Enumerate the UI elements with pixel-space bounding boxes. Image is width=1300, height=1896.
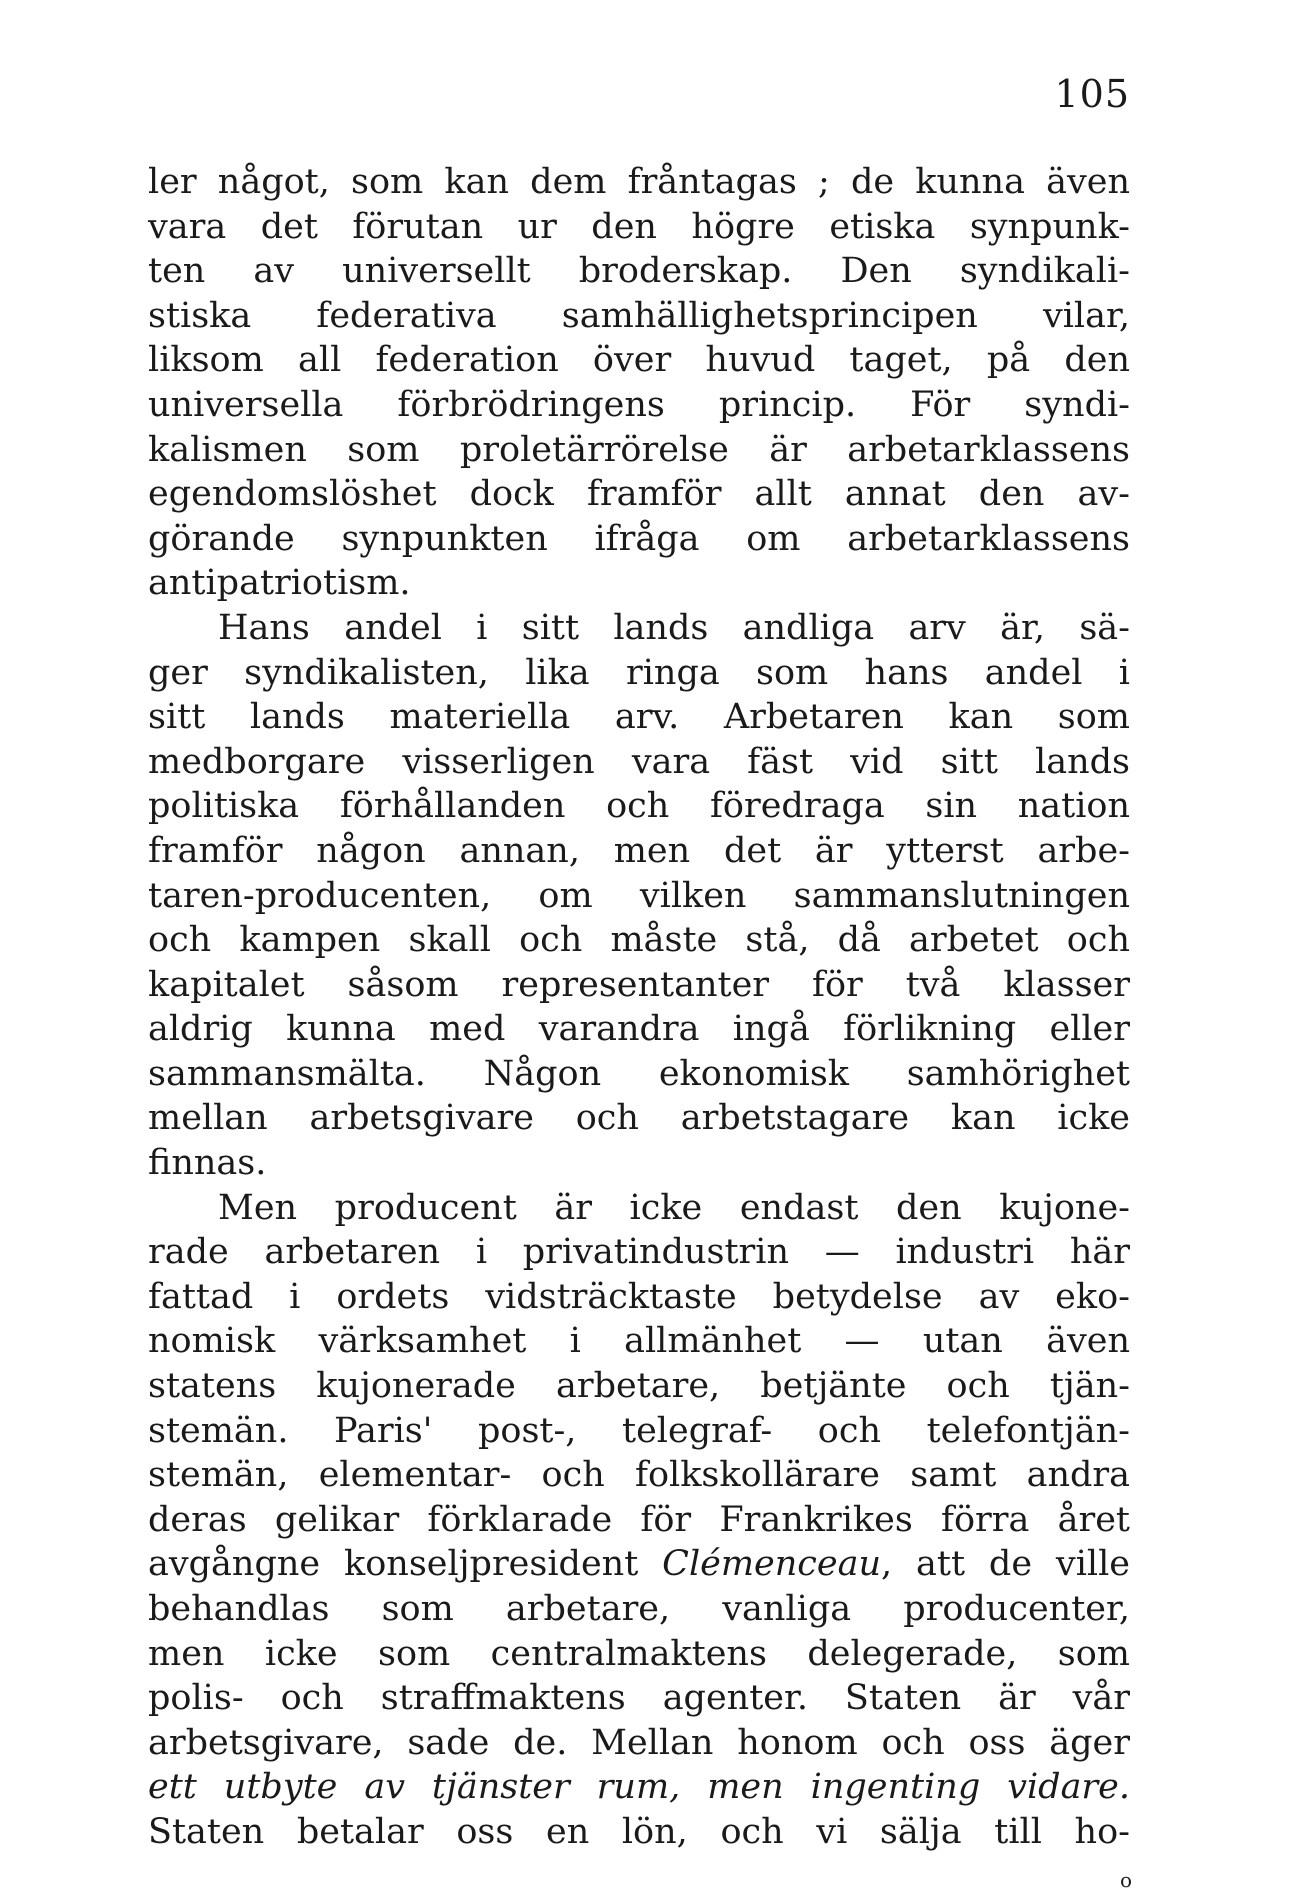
text-line: fattad i ordets vidsträcktaste betydelse av eko- (148, 1276, 1130, 1317)
text-segment: , att de ville (881, 1544, 1131, 1585)
text-line: aldrig kunna med varandra ingå förlikning eller (148, 1009, 1130, 1050)
text-line: framför någon annan, men det är ytterst arbe- (148, 830, 1130, 871)
text-line: men icke som centralmaktens delegerade, som (148, 1633, 1130, 1674)
text-line: behandlas som arbetare, vanliga producenter, (148, 1589, 1130, 1629)
page-number: 105 (1054, 72, 1130, 116)
text-line: taren-producenten, om vilken sammanslutningen (148, 875, 1130, 916)
text-line: liksom all federation över huvud taget, på den (148, 340, 1130, 381)
paragraph-p3 (148, 1186, 1130, 1855)
text-segment: avgångne konseljpresident (148, 1544, 663, 1585)
text-line (148, 1765, 1130, 1810)
text-line: sammansmälta. Någon ekonomisk samhörighet (148, 1053, 1130, 1094)
text-line: statens kujonerade arbetare, betjänte och tjän- (148, 1366, 1130, 1407)
italic-segment: Clémenceau (662, 1544, 882, 1585)
footer-mark: o (1119, 1868, 1132, 1892)
text-line: sitt lands materiella arv. Arbetaren kan som (148, 697, 1130, 738)
text-line: Hans andel i sitt lands andliga arv är, sä- (218, 607, 1130, 648)
italic-segment: ett utbyte av tjänster rum, men ingenting vidare. (148, 1767, 1130, 1808)
text-line: kalismen som proletärrörelse är arbetarklassens (148, 429, 1130, 470)
text-line: ger syndikalisten, lika ringa som hans andel i (148, 652, 1130, 693)
text-line: stemän, elementar- och folkskollärare samt andra (148, 1455, 1130, 1496)
text-line: stemän. Paris' post-, telegraf- och telefontjän- (148, 1410, 1130, 1451)
text-line: nomisk värksamhet i allmänhet — utan även (148, 1321, 1130, 1362)
text-line: medborgare visserligen vara fäst vid sitt lands (148, 741, 1130, 782)
text-line: och kampen skall och måste stå, då arbetet och (148, 920, 1130, 961)
text-line: stiska federativa samhällighetsprincipen vilar, (148, 295, 1130, 336)
text-line: antipatriotism. (148, 563, 411, 604)
paragraph-p2 (148, 606, 1130, 1186)
text-line: rade arbetaren i privatindustrin — industri här (148, 1232, 1130, 1273)
text-line: Men producent är icke endast den kujone- (218, 1187, 1130, 1228)
text-line: ler något, som kan dem fråntagas ; de kunna även (148, 162, 1130, 202)
text-line: arbetsgivare, sade de. Mellan honom och oss äger (148, 1722, 1130, 1763)
text-line: vara det förutan ur den högre etiska synpunk- (148, 206, 1130, 247)
text-line: ten av universellt broderskap. Den syndikali- (148, 251, 1130, 292)
text-line: deras gelikar förklarade för Frankrikes förra året (148, 1499, 1130, 1540)
paragraph-p1 (148, 160, 1130, 606)
text-line: görande synpunkten ifråga om arbetarklassens (148, 518, 1130, 559)
text-line: politiska förhållanden och föredraga sin nation (148, 786, 1130, 827)
text-line: universella förbrödringens princip. För syndi- (148, 384, 1130, 425)
text-line: Staten betalar oss en lön, och vi sälja till ho- (148, 1811, 1130, 1852)
text-line: polis- och straffmaktens agenter. Staten är vår (148, 1678, 1130, 1719)
body-text (148, 160, 1130, 1855)
text-line: finnas. (148, 1143, 267, 1184)
text-line (148, 1542, 1130, 1587)
text-line: kapitalet såsom representanter för två klasser (148, 964, 1130, 1005)
text-line: egendomslöshet dock framför allt annat den av- (148, 474, 1130, 515)
text-line: mellan arbetsgivare och arbetstagare kan icke (148, 1098, 1130, 1139)
